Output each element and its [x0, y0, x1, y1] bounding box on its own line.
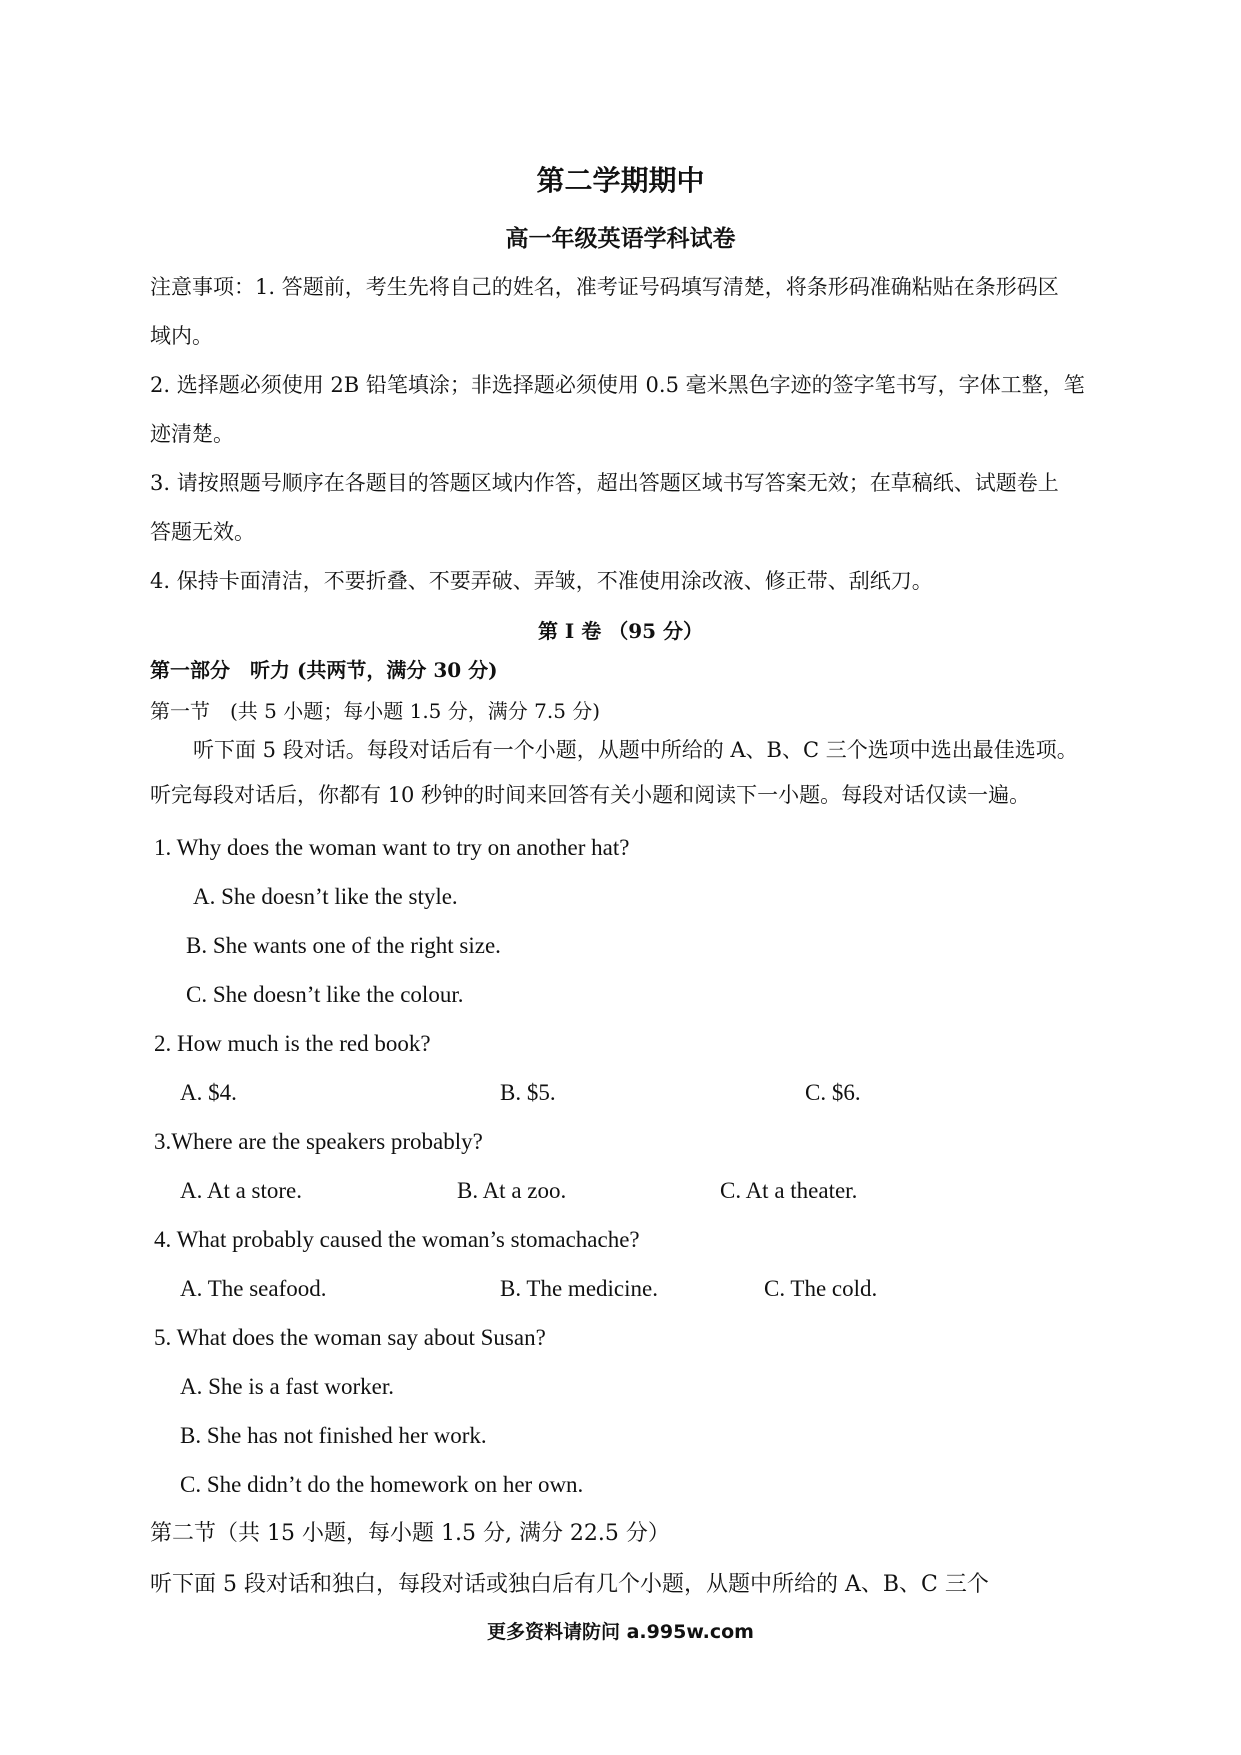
question-3-option-a: A. At a store.: [180, 1178, 303, 1203]
section1-instruction-1: 听下面 5 段对话。每段对话后有一个小题，从题中所给的 A、B、C 三个选项中选出最佳选项。: [193, 738, 1078, 762]
volume-title: 第 I 卷 （95 分）: [537, 619, 704, 643]
question-4-option-b: B. The medicine.: [500, 1276, 658, 1301]
section1-instruction-2: 听完每段对话后，你都有 10 秒钟的时间来回答有关小题和阅读下一小题。每段对话仅读一遍。: [150, 783, 1031, 807]
notice-line-1: 注意事项：1. 答题前，考生先将自己的姓名，准考证号码填写清楚，将条形码准确粘贴在条形码区: [150, 275, 1059, 299]
question-2-option-b: B. $5.: [500, 1080, 556, 1105]
notice-line-2: 2. 选择题必须使用 2B 铅笔填涂；非选择题必须使用 0.5 毫米黑色字迹的签字笔书写，字体工整，笔: [150, 373, 1085, 397]
section1-title: 第一节 (共 5 小题；每小题 1.5 分，满分 7.5 分): [150, 699, 601, 723]
page-footer: 更多资料请防问 a.995w.com: [487, 1621, 754, 1643]
question-4-stem: 4. What probably caused the woman’s stomachache?: [154, 1227, 640, 1252]
question-1-stem: 1. Why does the woman want to try on another hat?: [154, 835, 630, 860]
notice-line-3: 3. 请按照题号顺序在各题目的答题区域内作答，超出答题区域书写答案无效；在草稿纸、试题卷上: [150, 471, 1059, 495]
question-1-option-a: A. She doesn’t like the style.: [193, 884, 458, 909]
question-5-option-b: B. She has not finished her work.: [180, 1423, 487, 1448]
page-title: 第二学期期中: [536, 164, 705, 197]
notice-line-3-cont: 答题无效。: [150, 520, 255, 544]
question-2-option-a: A. $4.: [180, 1080, 237, 1105]
part1-title: 第一部分 听力 (共两节，满分 30 分): [150, 658, 498, 682]
question-1-option-b: B. She wants one of the right size.: [186, 933, 501, 958]
question-4-option-a: A. The seafood.: [180, 1276, 327, 1301]
question-3-option-c: C. At a theater.: [720, 1178, 858, 1203]
question-5-option-c: C. She didn’t do the homework on her own.: [180, 1472, 584, 1497]
notice-line-4: 4. 保持卡面清洁，不要折叠、不要弄破、弄皱，不准使用涂改液、修正带、刮纸刀。: [150, 569, 933, 593]
question-5-option-a: A. She is a fast worker.: [180, 1374, 394, 1399]
page-subtitle: 高一年级英语学科试卷: [505, 225, 736, 252]
section2-title: 第二节（共 15 小题，每小题 1.5 分, 满分 22.5 分）: [150, 1521, 670, 1546]
question-1-option-c: C. She doesn’t like the colour.: [186, 982, 464, 1007]
question-4-option-c: C. The cold.: [764, 1276, 878, 1301]
question-3-stem: 3.Where are the speakers probably?: [154, 1129, 483, 1154]
question-3-option-b: B. At a zoo.: [457, 1178, 567, 1203]
question-5-stem: 5. What does the woman say about Susan?: [154, 1325, 546, 1350]
section2-instruction: 听下面 5 段对话和独白，每段对话或独白后有几个小题，从题中所给的 A、B、C 三个: [150, 1572, 989, 1597]
question-2-stem: 2. How much is the red book?: [154, 1031, 431, 1056]
notice-line-1-cont: 域内。: [150, 324, 213, 348]
notice-line-2-cont: 迹清楚。: [150, 422, 234, 446]
question-2-option-c: C. $6.: [805, 1080, 861, 1105]
